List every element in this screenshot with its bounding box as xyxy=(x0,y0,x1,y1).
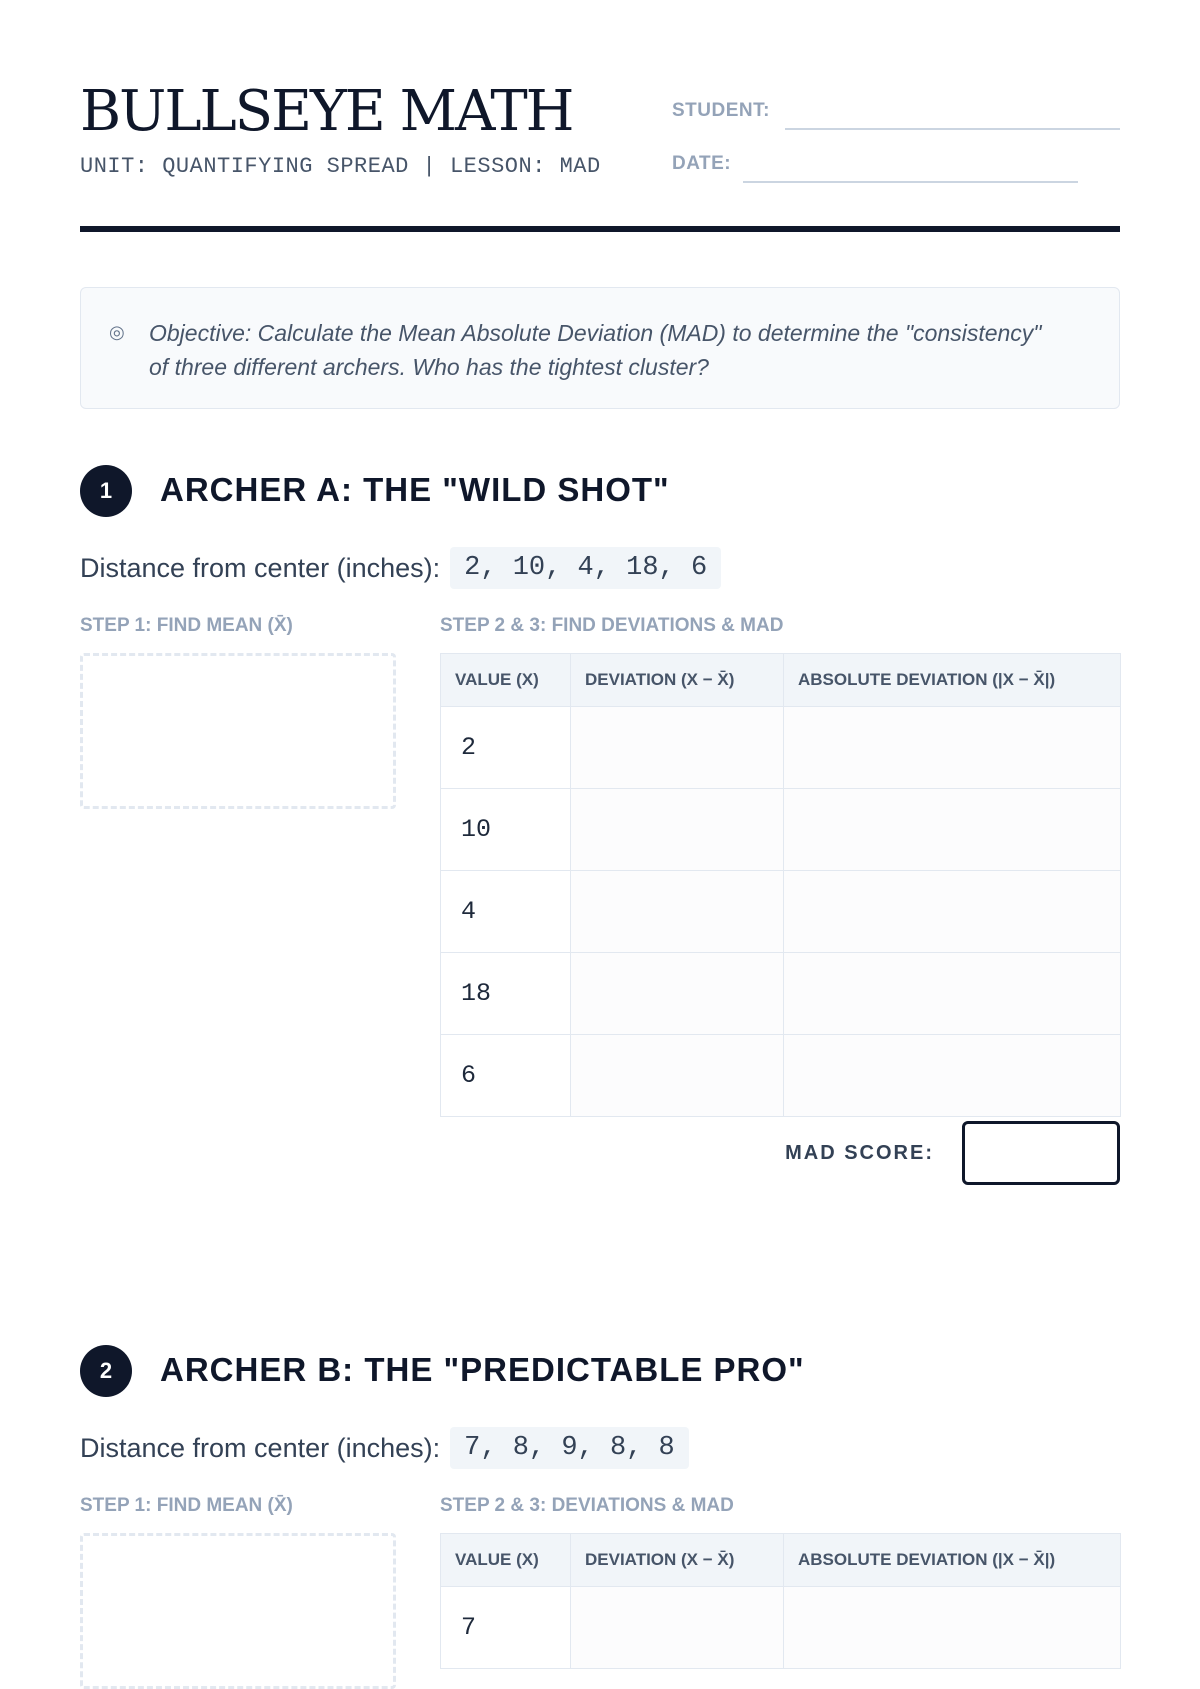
step23-label: STEP 2 & 3: DEVIATIONS & MAD xyxy=(440,1495,734,1516)
student-name-line[interactable] xyxy=(785,128,1120,130)
distance-values: 7, 8, 9, 8, 8 xyxy=(450,1427,689,1469)
absolute-deviation-answer-cell[interactable] xyxy=(784,953,1121,1035)
mean-work-box[interactable] xyxy=(80,653,396,809)
column-header-absolute-deviation: ABSOLUTE DEVIATION (|X − X̄|) xyxy=(784,654,1121,707)
deviation-table xyxy=(440,653,1121,1117)
distance-label: Distance from center (inches): xyxy=(80,552,441,583)
absolute-deviation-answer-cell[interactable] xyxy=(784,1587,1121,1669)
step1-label: STEP 1: FIND MEAN (X̄) xyxy=(80,1495,293,1516)
page-title: BULLSEYE MATH xyxy=(80,79,573,144)
table-row xyxy=(441,871,1121,953)
table-row xyxy=(441,789,1121,871)
deviation-answer-cell[interactable] xyxy=(571,953,784,1035)
objective-box xyxy=(80,287,1120,409)
step1-label: STEP 1: FIND MEAN (X̄) xyxy=(80,615,293,636)
section-title: ARCHER A: THE "WILD SHOT" xyxy=(160,471,670,508)
column-header-deviation: DEVIATION (X − X̄) xyxy=(571,654,784,707)
absolute-deviation-answer-cell[interactable] xyxy=(784,789,1121,871)
value-cell: 7 xyxy=(441,1587,571,1669)
date-label: DATE: xyxy=(672,153,732,174)
date-field xyxy=(672,153,731,175)
value-cell: 18 xyxy=(441,953,571,1035)
objective-text: Objective: Calculate the Mean Absolute Deviation (MAD) to determine the "consistency" of three different archers. Who has the tightest cluster? xyxy=(149,320,1042,380)
mad-score-row xyxy=(785,1121,1120,1185)
deviation-answer-cell[interactable] xyxy=(571,789,784,871)
table-header-row xyxy=(441,1534,1121,1587)
deviation-table xyxy=(440,1533,1121,1669)
student-field xyxy=(672,100,770,122)
deviation-answer-cell[interactable] xyxy=(571,1587,784,1669)
deviation-answer-cell[interactable] xyxy=(571,1035,784,1117)
value-cell: 4 xyxy=(441,871,571,953)
absolute-deviation-answer-cell[interactable] xyxy=(784,1035,1121,1117)
distance-line xyxy=(80,547,721,589)
archer-a-section xyxy=(80,465,1120,1205)
section-number-badge: 1 xyxy=(80,465,132,517)
distance-values: 2, 10, 4, 18, 6 xyxy=(450,547,721,589)
column-header-value: VALUE (X) xyxy=(441,1534,571,1587)
table-row xyxy=(441,953,1121,1035)
mean-work-box[interactable] xyxy=(80,1533,396,1689)
absolute-deviation-answer-cell[interactable] xyxy=(784,707,1121,789)
mad-score-label: MAD SCORE: xyxy=(785,1141,934,1164)
deviation-answer-cell[interactable] xyxy=(571,707,784,789)
deviation-answer-cell[interactable] xyxy=(571,871,784,953)
step23-label: STEP 2 & 3: FIND DEVIATIONS & MAD xyxy=(440,615,784,636)
target-icon: ◎ xyxy=(109,322,125,342)
column-header-value: VALUE (X) xyxy=(441,654,571,707)
unit-lesson-subtitle: UNIT: QUANTIFYING SPREAD | LESSON: MAD xyxy=(80,154,601,179)
value-cell: 2 xyxy=(441,707,571,789)
absolute-deviation-answer-cell[interactable] xyxy=(784,871,1121,953)
student-label: STUDENT: xyxy=(672,100,770,121)
column-header-deviation: DEVIATION (X − X̄) xyxy=(571,1534,784,1587)
table-row xyxy=(441,1587,1121,1669)
table-header-row xyxy=(441,654,1121,707)
date-line[interactable] xyxy=(743,181,1078,183)
mad-score-box[interactable] xyxy=(962,1121,1120,1185)
value-cell: 6 xyxy=(441,1035,571,1117)
worksheet-header xyxy=(80,78,1120,238)
distance-line xyxy=(80,1427,689,1469)
header-divider xyxy=(80,226,1120,232)
table-row xyxy=(441,1035,1121,1117)
value-cell: 10 xyxy=(441,789,571,871)
archer-b-section xyxy=(80,1345,1120,1642)
section-number-badge: 2 xyxy=(80,1345,132,1397)
section-title: ARCHER B: THE "PREDICTABLE PRO" xyxy=(160,1351,805,1388)
distance-label: Distance from center (inches): xyxy=(80,1432,441,1463)
table-row xyxy=(441,707,1121,789)
column-header-absolute-deviation: ABSOLUTE DEVIATION (|X − X̄|) xyxy=(784,1534,1121,1587)
